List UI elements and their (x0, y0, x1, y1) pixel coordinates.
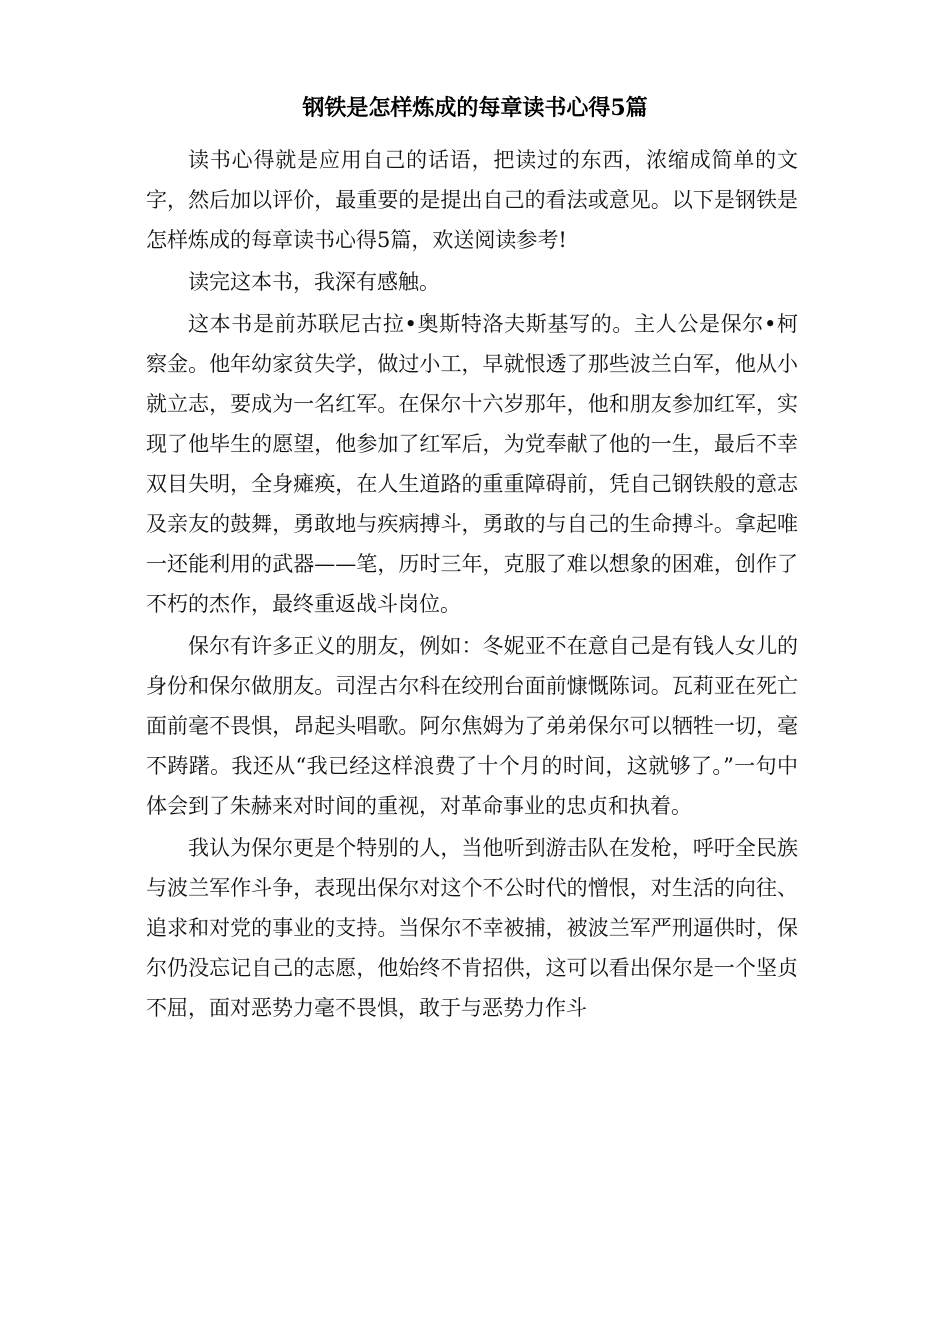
document-title: 钢铁是怎样炼成的每章读书心得5篇 (302, 95, 648, 121)
paragraph-feeling: 读完这本书，我深有感触。 (188, 270, 440, 294)
paragraph-friends: 保尔有许多正义的朋友，例如：冬妮亚不在意自己是有钱人女儿的身份和保尔做朋友。司涅古尔科在绞刑台面前慷慨陈词。瓦莉亚在死亡面前毫不畏惧，昂起头唱歌。阿尔焦姆为了弟弟保尔可以牺牲一切，毫不踌躇。我还从“我已经这样浪费了十个月的时间，这就够了。”一句中体会到了朱赫来对时间的重视，对革命事业的忠贞和执着。 (146, 634, 798, 818)
document-body (146, 140, 798, 1030)
paragraph-intro: 读书心得就是应用自己的话语，把读过的东西，浓缩成简单的文字，然后加以评价，最重要的是提出自己的看法或意见。以下是钢铁是怎样炼成的每章读书心得5篇，欢送阅读参考! (146, 148, 798, 252)
paragraph-opinion: 我认为保尔更是个特别的人，当他听到游击队在发枪，呼吁全民族与波兰军作斗争，表现出保尔对这个不公时代的憎恨，对生活的向往、追求和对党的事业的支持。当保尔不幸被捕，被波兰军严刑逼供时，保尔仍没忘记自己的志愿，他始终不肯招供，这可以看出保尔是一个坚贞不屈，面对恶势力毫不畏惧，敢于与恶势力作斗 (146, 836, 798, 1020)
paragraph-summary: 这本书是前苏联尼古拉•奥斯特洛夫斯基写的。主人公是保尔•柯察金。他年幼家贫失学，做过小工，早就恨透了那些波兰白军，他从小就立志，要成为一名红军。在保尔十六岁那年，他和朋友参加红军，实现了他毕生的愿望，他参加了红军后，为党奉献了他的一生，最后不幸双目失明，全身瘫痪，在人生道路的重重障碍前，凭自己钢铁般的意志及亲友的鼓舞，勇敢地与疾病搏斗，勇敢的与自己的生命搏斗。拿起唯一还能利用的武器——笔，历时三年，克服了难以想象的困难，创作了不朽的杰作，最终重返战斗岗位。 (146, 312, 798, 616)
